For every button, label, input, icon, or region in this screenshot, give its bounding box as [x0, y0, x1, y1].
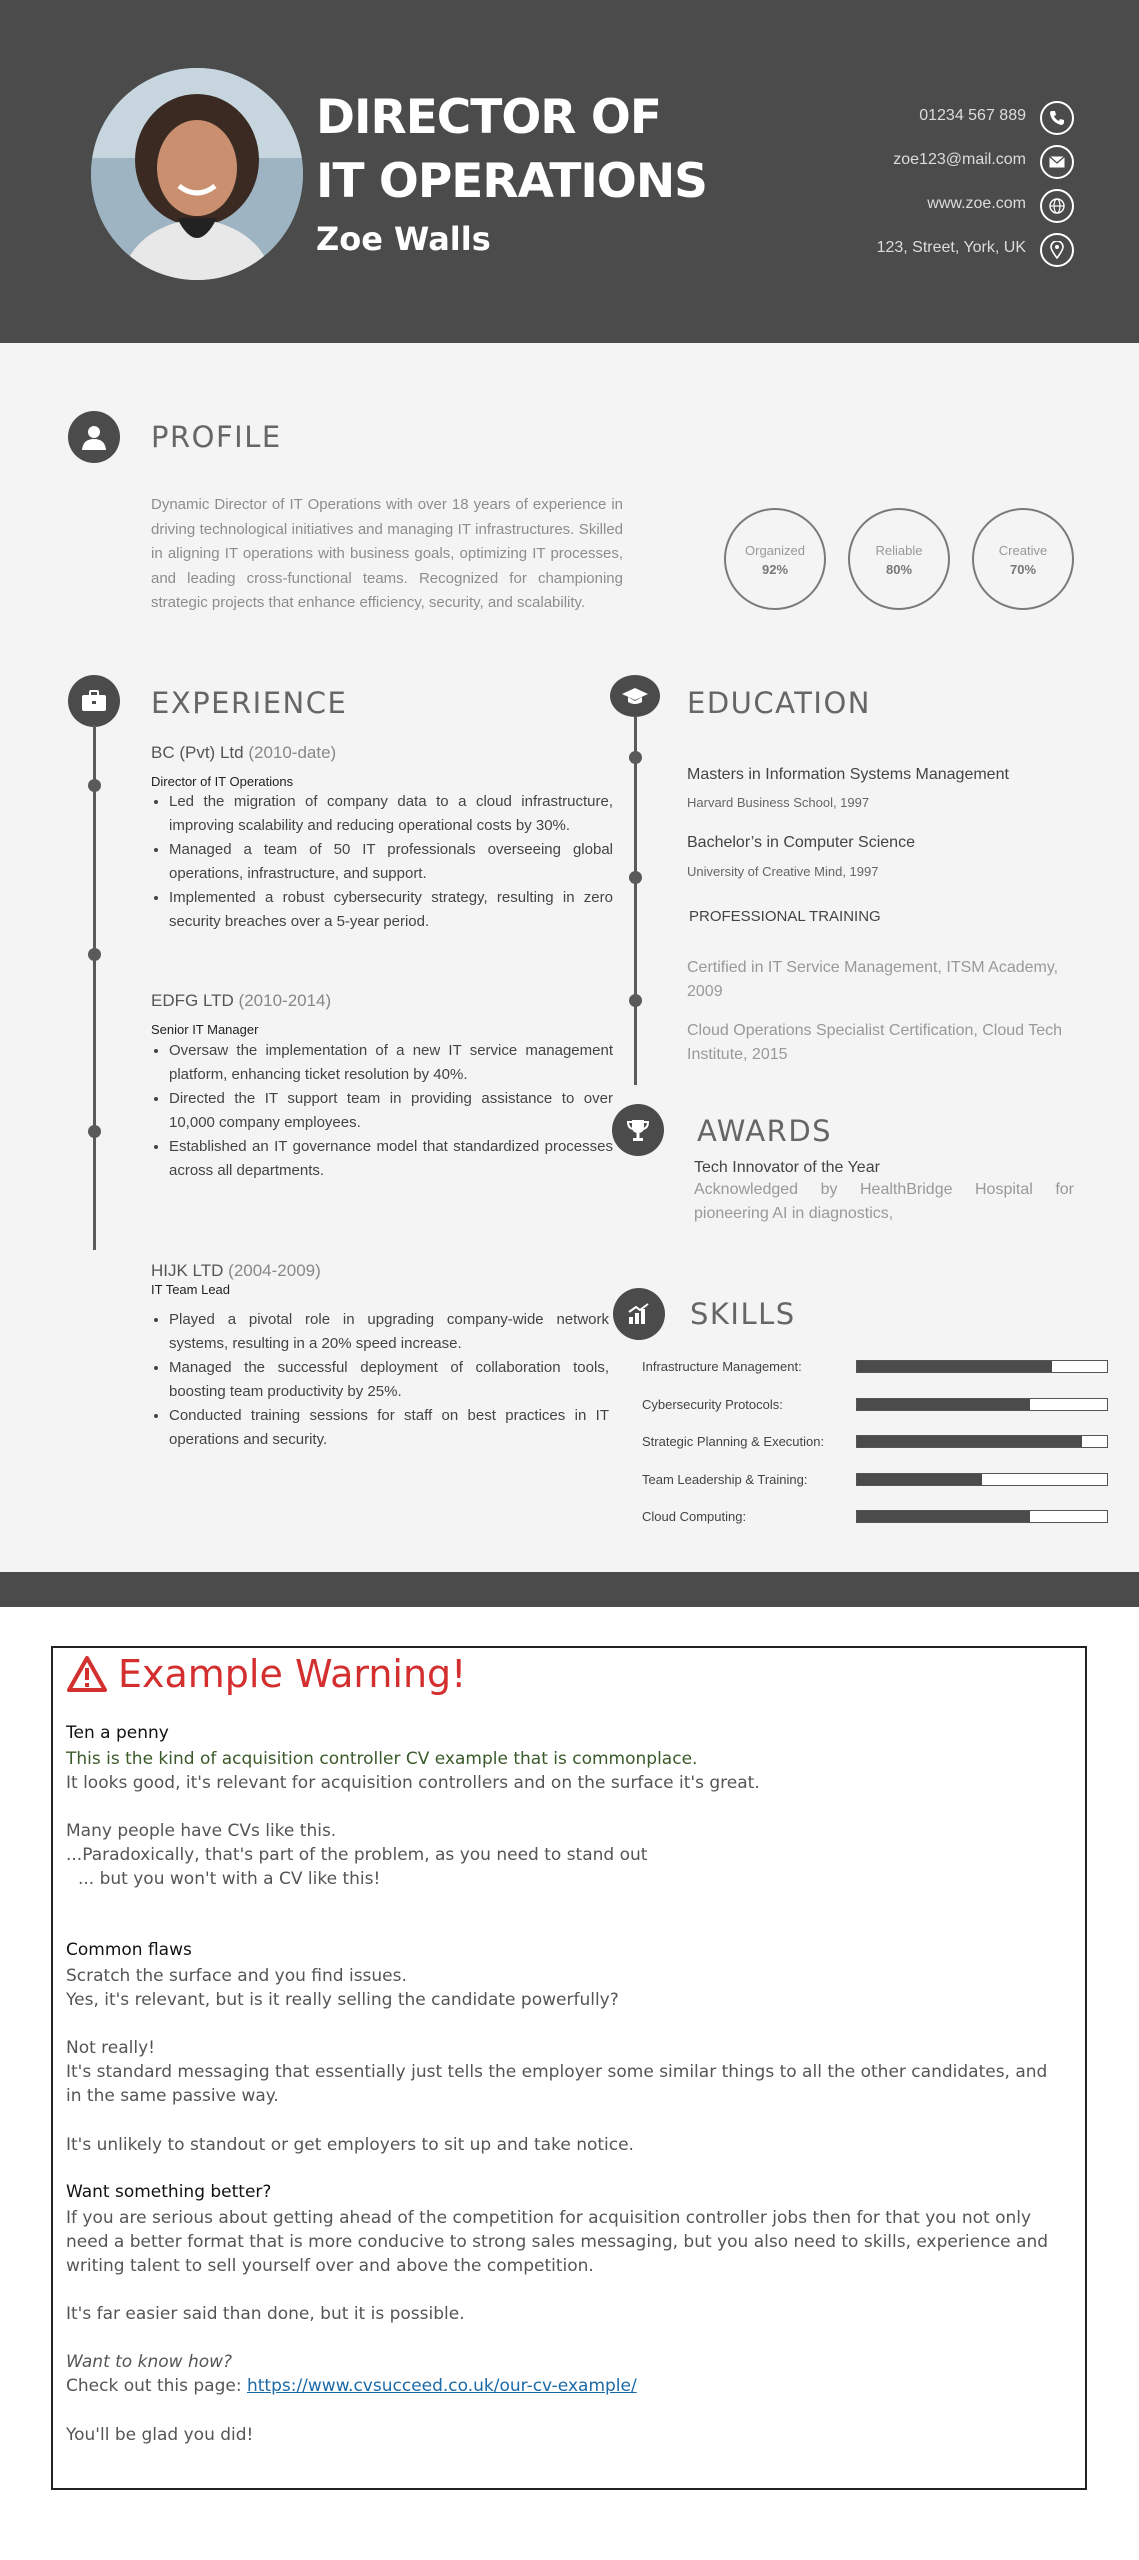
warning-heading: Common flaws — [66, 1940, 192, 1960]
timeline-dot — [629, 871, 642, 884]
skill-label: Strategic Planning & Execution: — [642, 1434, 825, 1449]
list-item: • Directed the IT support team in providing assistance to over 10,000 company employees. — [169, 1087, 613, 1135]
skill-label: Team Leadership & Training: — [642, 1471, 808, 1487]
job-role: Director of IT Operations — [151, 774, 294, 789]
job-role: Senior IT Manager — [151, 1022, 259, 1037]
warning-text: Yes, it's relevant, but is it really selling the candidate powerfully? — [66, 1990, 619, 2010]
job-company — [151, 1261, 321, 1281]
trait-value: 92% — [761, 562, 789, 577]
trophy-icon — [612, 1104, 664, 1156]
warning-text: It's far easier said than done, but it is possible. — [66, 2304, 465, 2324]
training-item: Certified in IT Service Management, ITSM Academy, 2009 — [687, 959, 1059, 1000]
skill-level-fill — [857, 1361, 1052, 1372]
warning-text: Scratch the surface and you find issues. — [66, 1966, 407, 1986]
job-role: IT Team Lead — [151, 1282, 231, 1297]
contact-phone: 01234 567 889 — [919, 107, 1026, 124]
list-item: • Conducted training sessions for staff on best practices in IT operations and security. — [169, 1404, 609, 1452]
warning-link-line — [66, 2374, 637, 2398]
briefcase-icon — [68, 675, 120, 727]
list-item: • Played a pivotal role in upgrading company-wide network systems, resulting in a 20% speed increase. — [169, 1308, 609, 1356]
job-bullets — [151, 1308, 609, 1452]
job-bullets — [151, 1039, 613, 1183]
warning-heading: Want something better? — [66, 2182, 272, 2202]
warning-text: It's unlikely to standout or get employers to sit up and take notice. — [66, 2135, 634, 2155]
list-item: • Established an IT governance model that standardized processes across all departments. — [169, 1135, 613, 1183]
timeline-dot — [88, 1125, 101, 1138]
timeline-dot — [88, 779, 101, 792]
experience-heading: EXPERIENCE — [151, 686, 348, 720]
warning-text: If you are serious about getting ahead of the competition for acquisition controller jobs then for that you not only need a better format that is more conducive to strong sales messaging, but you also need to skills, experience and writing talent to sell yourself over and above the competition. — [66, 2208, 1049, 2276]
skill-level-fill — [857, 1511, 1030, 1522]
skill-level-bar — [856, 1360, 1108, 1373]
trait-value: 80% — [885, 562, 913, 577]
cv-footer-band — [0, 1572, 1139, 1607]
skill-label: Cloud Computing: — [642, 1509, 747, 1524]
cv-example-link[interactable]: https://www.cvsucceed.co.uk/our-cv-example/ — [246, 2376, 637, 2396]
company-name: BC (Pvt) Ltd — [151, 743, 244, 762]
warning-text: ... but you won't with a CV like this! — [78, 1869, 381, 1889]
contact-email: zoe123@mail.com — [893, 151, 1026, 168]
link-prefix: Check out this page: — [66, 2376, 247, 2396]
skills-heading: SKILLS — [690, 1297, 796, 1331]
job-bullets — [151, 790, 613, 934]
skill-level-bar — [856, 1435, 1108, 1448]
timeline-dot — [88, 948, 101, 961]
graduation-cap-icon — [610, 675, 660, 717]
warning-text: Many people have CVs like this. — [66, 1821, 337, 1841]
trait-organized — [724, 508, 826, 610]
list-item: • Implemented a robust cybersecurity strategy, resulting in zero security breaches over a 5-year period. — [169, 886, 613, 934]
job-years: (2010-date) — [248, 743, 337, 762]
candidate-name: Zoe Walls — [316, 220, 491, 258]
degree-name: Masters in Information Systems Management — [687, 766, 1009, 783]
skill-label: Cybersecurity Protocols: — [642, 1396, 783, 1412]
trait-label: Reliable — [875, 543, 923, 558]
training-heading: PROFESSIONAL TRAINING — [689, 908, 881, 925]
person-icon — [68, 411, 120, 463]
warning-text: You'll be glad you did! — [66, 2425, 254, 2445]
award-description: Acknowledged by HealthBridge Hospital for pioneering AI in diagnostics, — [694, 1181, 1074, 1222]
profile-heading: PROFILE — [151, 420, 282, 454]
trait-label: Organized — [745, 543, 805, 558]
timeline-dot — [629, 994, 642, 1007]
job-years: (2004-2009) — [228, 1261, 321, 1280]
trait-value: 70% — [1009, 562, 1037, 577]
avatar-illustration — [91, 68, 303, 280]
skill-level-bar — [856, 1510, 1108, 1523]
skill-level-fill — [857, 1436, 1082, 1447]
list-item: • Managed a team of 50 IT professionals overseeing global operations, infrastructure, and support. — [169, 838, 613, 886]
warning-text: ...Paradoxically, that's part of the problem, as you need to stand out — [66, 1845, 648, 1865]
award-name: Tech Innovator of the Year — [694, 1159, 880, 1176]
warning-heading: Ten a penny — [66, 1723, 169, 1743]
skill-level-bar — [856, 1473, 1108, 1486]
company-name: HIJK LTD — [151, 1261, 224, 1280]
job-title-line2: IT OPERATIONS — [316, 154, 708, 209]
profile-photo — [91, 68, 303, 280]
skill-label: Infrastructure Management: — [642, 1359, 802, 1374]
list-item: • Led the migration of company data to a cloud infrastructure, improving scalability and reducing operational costs by 30%. — [169, 790, 613, 838]
skill-level-fill — [857, 1399, 1030, 1410]
trait-label: Creative — [998, 543, 1048, 558]
timeline-dot — [629, 751, 642, 764]
profile-summary: Dynamic Director of IT Operations with over 18 years of experience in driving technological initiatives and managing IT infrastructures. Skilled in aligning IT operations with business goals, optimizing IT processes, and leading cross-functional teams. Recognized for championing strategic projects that enhance efficiency, security, and scalability. — [151, 496, 623, 611]
warning-text: Want to know how? — [66, 2352, 233, 2372]
list-item: • Managed the successful deployment of collaboration tools, boosting team productivity by 25%. — [169, 1356, 609, 1404]
company-name: EDFG LTD — [151, 991, 234, 1010]
job-company — [151, 991, 331, 1011]
education-heading: EDUCATION — [687, 686, 872, 720]
warning-text: Not really! — [66, 2038, 156, 2058]
warning-triangle-icon — [66, 1655, 108, 1698]
globe-icon — [1040, 189, 1074, 223]
job-years: (2010-2014) — [238, 991, 332, 1010]
degree-school: University of Creative Mind, 1997 — [687, 864, 879, 879]
trait-creative — [972, 508, 1074, 610]
list-item: • Oversaw the implementation of a new IT service management platform, enhancing ticket resolution by 40%. — [169, 1039, 613, 1087]
location-icon — [1040, 233, 1074, 267]
skill-level-bar — [856, 1398, 1108, 1411]
warning-text: It looks good, it's relevant for acquisition controllers and on the surface it's great. — [66, 1773, 760, 1793]
skill-level-fill — [857, 1474, 982, 1485]
degree-name: Bachelor’s in Computer Science — [687, 834, 915, 851]
warning-title: Example Warning! — [118, 1652, 467, 1696]
education-timeline — [634, 717, 637, 1085]
mail-icon — [1040, 145, 1074, 179]
job-title-line1: DIRECTOR OF — [316, 90, 661, 145]
growth-chart-icon — [613, 1288, 665, 1340]
phone-icon — [1040, 101, 1074, 135]
trait-reliable — [848, 508, 950, 610]
warning-text: It's standard messaging that essentially just tells the employer some similar things to all the other candidates, and in the same passive way. — [66, 2062, 1048, 2106]
warning-text: This is the kind of acquisition controller CV example that is commonplace. — [66, 1749, 698, 1769]
degree-school: Harvard Business School, 1997 — [687, 795, 870, 810]
job-company — [151, 743, 336, 763]
training-item: Cloud Operations Specialist Certification, Cloud Tech Institute, 2015 — [687, 1022, 1063, 1063]
experience-timeline — [93, 725, 96, 1250]
contact-address: 123, Street, York, UK — [876, 239, 1026, 256]
contact-website: www.zoe.com — [927, 195, 1026, 212]
awards-heading: AWARDS — [697, 1114, 833, 1148]
